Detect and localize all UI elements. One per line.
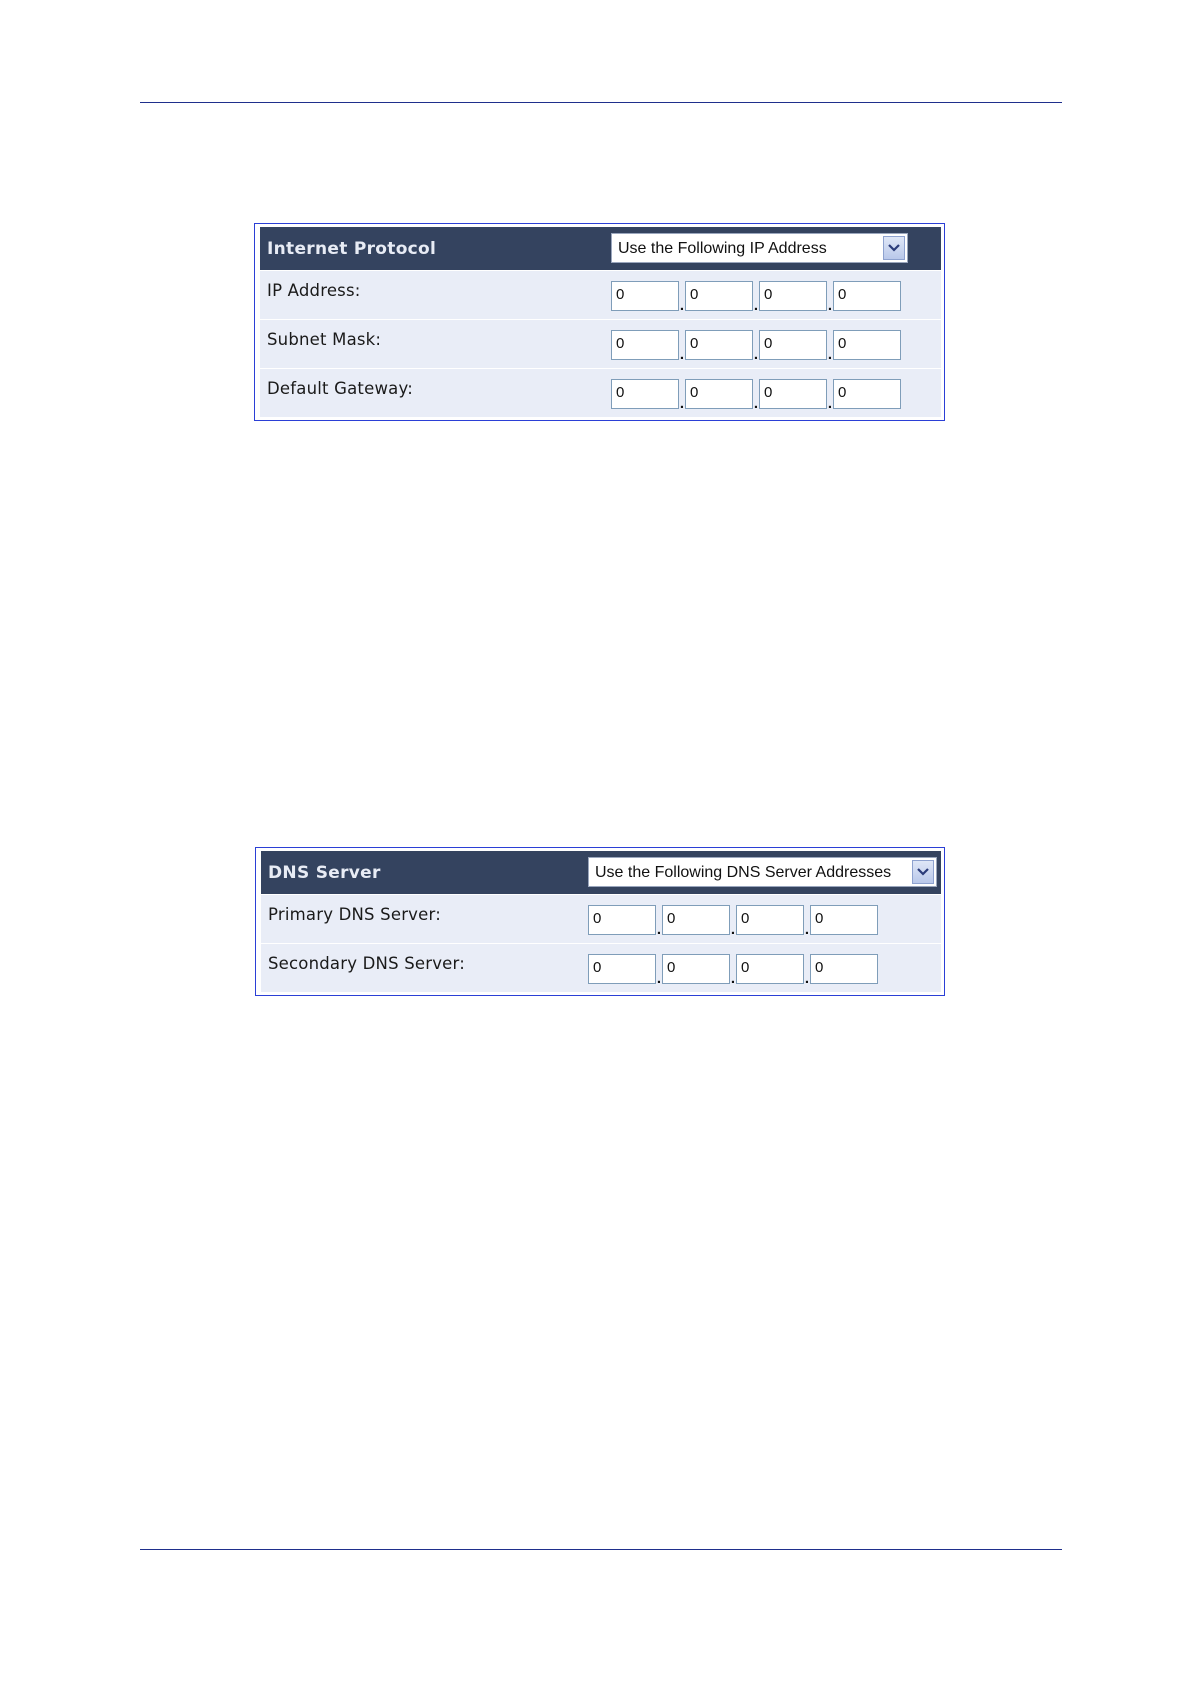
octet-separator: . [827, 395, 833, 412]
octet-separator: . [730, 921, 736, 938]
octet-separator: . [679, 346, 685, 363]
primary-dns-octet-1[interactable]: 0 [588, 905, 656, 935]
primary-dns-label: Primary DNS Server: [268, 905, 441, 924]
octet-separator: . [753, 346, 759, 363]
dns-mode-select-value: Use the Following DNS Server Addresses [595, 864, 892, 881]
subnet-mask-octet-2[interactable]: 0 [685, 330, 753, 360]
secondary-dns-octet-4[interactable]: 0 [810, 954, 878, 984]
primary-dns-field [588, 905, 878, 938]
octet-separator: . [730, 970, 736, 987]
octet-separator: . [656, 921, 662, 938]
octet-separator: . [679, 395, 685, 412]
default-gateway-row [260, 368, 941, 417]
internet-protocol-header [260, 227, 941, 270]
page-footer-rule [140, 1549, 1062, 1550]
ip-address-row [260, 270, 941, 319]
default-gateway-octet-1[interactable]: 0 [611, 379, 679, 409]
octet-separator: . [656, 970, 662, 987]
ip-address-label: IP Address: [267, 281, 361, 300]
ip-address-field [611, 281, 901, 314]
octet-separator: . [679, 297, 685, 314]
ip-mode-select[interactable] [611, 233, 908, 263]
secondary-dns-field [588, 954, 878, 987]
chevron-down-icon [888, 243, 900, 253]
ip-address-octet-3[interactable]: 0 [759, 281, 827, 311]
subnet-mask-row [260, 319, 941, 368]
subnet-mask-octet-3[interactable]: 0 [759, 330, 827, 360]
octet-separator: . [804, 970, 810, 987]
default-gateway-label: Default Gateway: [267, 379, 413, 398]
chevron-down-icon [917, 867, 929, 877]
secondary-dns-row [261, 943, 941, 992]
internet-protocol-title: Internet Protocol [267, 239, 437, 259]
dns-server-panel [255, 847, 945, 996]
secondary-dns-octet-2[interactable]: 0 [662, 954, 730, 984]
secondary-dns-label: Secondary DNS Server: [268, 954, 465, 973]
ip-mode-dropdown-button[interactable] [883, 236, 905, 260]
octet-separator: . [827, 297, 833, 314]
octet-separator: . [804, 921, 810, 938]
dns-mode-dropdown-button[interactable] [912, 860, 934, 884]
dns-mode-select[interactable] [588, 857, 937, 887]
dns-server-header [261, 851, 941, 894]
default-gateway-octet-3[interactable]: 0 [759, 379, 827, 409]
primary-dns-row [261, 894, 941, 943]
primary-dns-octet-2[interactable]: 0 [662, 905, 730, 935]
default-gateway-field [611, 379, 901, 412]
default-gateway-octet-2[interactable]: 0 [685, 379, 753, 409]
subnet-mask-label: Subnet Mask: [267, 330, 382, 349]
ip-address-octet-4[interactable]: 0 [833, 281, 901, 311]
secondary-dns-octet-1[interactable]: 0 [588, 954, 656, 984]
internet-protocol-panel [254, 223, 945, 421]
ip-address-octet-2[interactable]: 0 [685, 281, 753, 311]
subnet-mask-field [611, 330, 901, 363]
octet-separator: . [827, 346, 833, 363]
octet-separator: . [753, 395, 759, 412]
subnet-mask-octet-4[interactable]: 0 [833, 330, 901, 360]
primary-dns-octet-3[interactable]: 0 [736, 905, 804, 935]
octet-separator: . [753, 297, 759, 314]
primary-dns-octet-4[interactable]: 0 [810, 905, 878, 935]
dns-server-title: DNS Server [268, 863, 381, 883]
secondary-dns-octet-3[interactable]: 0 [736, 954, 804, 984]
ip-address-octet-1[interactable]: 0 [611, 281, 679, 311]
subnet-mask-octet-1[interactable]: 0 [611, 330, 679, 360]
page-header-rule [140, 102, 1062, 103]
internet-protocol-panel-body [260, 227, 941, 417]
dns-server-panel-body [261, 851, 941, 992]
default-gateway-octet-4[interactable]: 0 [833, 379, 901, 409]
ip-mode-select-value: Use the Following IP Address [618, 240, 827, 257]
